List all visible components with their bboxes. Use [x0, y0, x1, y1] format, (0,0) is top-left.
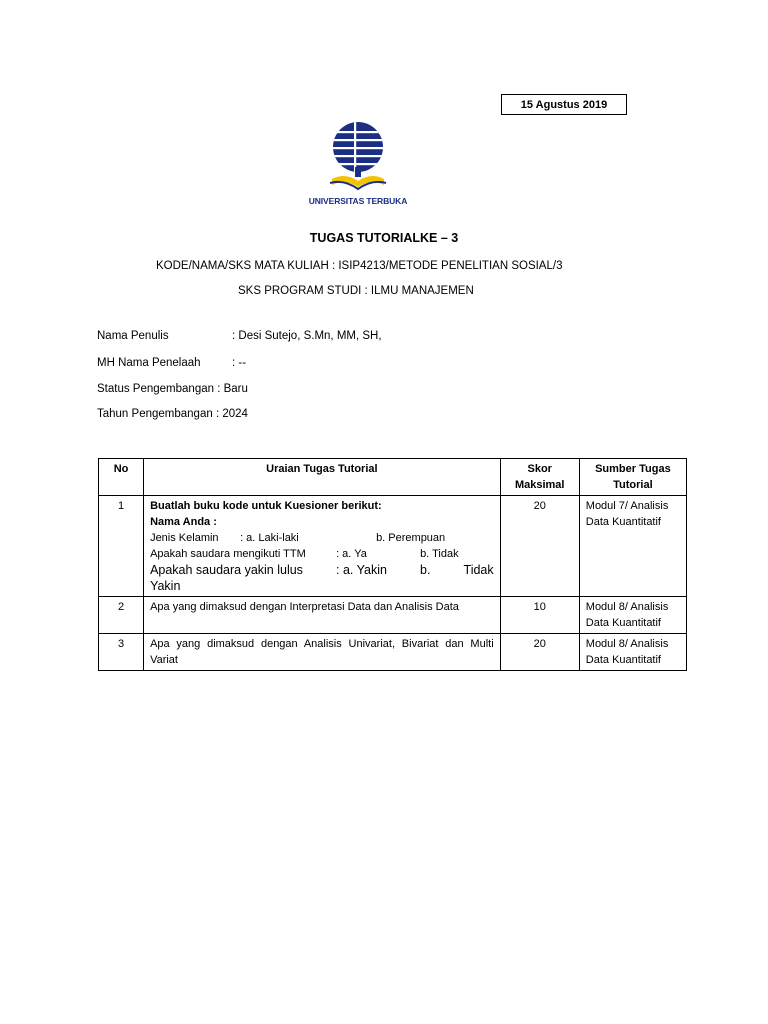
status-value: : Baru: [217, 383, 248, 395]
q1-label: Jenis Kelamin: [150, 532, 219, 544]
row2-no: 2: [99, 597, 144, 634]
page-title: TUGAS TUTORIALKE – 3: [309, 231, 459, 245]
header-no: No: [99, 459, 144, 496]
row1-line2: Nama Anda :: [150, 516, 217, 528]
row1-skor: 20: [500, 496, 579, 597]
reviewer-row: [97, 357, 246, 369]
q3-label: Apakah saudara yakin lulus: [150, 563, 303, 577]
date-text: 15 Agustus 2019: [520, 98, 608, 111]
row2-skor: 10: [500, 597, 579, 634]
row1-uraian: [144, 496, 501, 597]
reviewer-label: MH Nama Penelaah: [97, 357, 201, 369]
row1-line1: Buatlah buku kode untuk Kuesioner berikut:: [150, 500, 382, 512]
program-line: SKS PROGRAM STUDI : ILMU MANAJEMEN: [238, 285, 474, 297]
reviewer-value: : --: [232, 357, 247, 369]
table-row: [99, 634, 687, 671]
q3-option-a: : a. Yakin: [336, 563, 387, 577]
author-label: Nama Penulis: [97, 330, 169, 342]
q3-option-b: b.: [420, 563, 431, 577]
q2-option-a: : a. Ya: [336, 548, 367, 560]
tutorial-table: [98, 458, 687, 671]
header-sumber: [579, 459, 686, 496]
header-sumber-line1: Sumber Tugas: [595, 463, 671, 475]
q1-option-b: b. Perempuan: [376, 532, 446, 544]
header-skor-line2: Maksimal: [514, 479, 565, 491]
row2-sumber: Modul 8/ Analisis Data Kuantitatif: [579, 597, 686, 634]
row1-q1: [150, 530, 494, 546]
q3-option-d: Yakin: [150, 579, 181, 593]
table-row: [99, 597, 687, 634]
header-sumber-line2: Tutorial: [613, 479, 653, 491]
author-row: [97, 330, 382, 342]
status-row: [97, 383, 248, 395]
header-uraian: Uraian Tugas Tutorial: [144, 459, 501, 496]
row3-sumber: Modul 8/ Analisis Data Kuantitatif: [579, 634, 686, 671]
q1-option-a: : a. Laki-laki: [240, 532, 299, 544]
table-header-row: [99, 459, 687, 496]
q3-option-c: Tidak: [463, 563, 494, 577]
year-value: : 2024: [215, 408, 248, 420]
author-value: : Desi Sutejo, S.Mn, MM, SH,: [232, 330, 382, 342]
row3-skor: 20: [500, 634, 579, 671]
year-label: Tahun Pengembangan: [97, 408, 213, 420]
status-label: Status Pengembangan: [97, 383, 215, 395]
header-skor: [500, 459, 579, 496]
table-row: [99, 496, 687, 597]
header-skor-line1: Skor: [527, 463, 552, 475]
q2-label: Apakah saudara mengikuti TTM: [150, 548, 306, 560]
row1-no: 1: [99, 496, 144, 597]
row1-q3: [150, 562, 494, 578]
row3-uraian: Apa yang dimaksud dengan Analisis Univariat, Bivariat dan Multi Variat: [144, 634, 501, 671]
course-line: KODE/NAMA/SKS MATA KULIAH : ISIP4213/METODE PENELITIAN SOSIAL/3: [156, 260, 563, 272]
date-box: [501, 94, 627, 115]
row3-no: 3: [99, 634, 144, 671]
row2-uraian: Apa yang dimaksud dengan Interpretasi Data dan Analisis Data: [144, 597, 501, 634]
row1-q2: [150, 546, 494, 562]
logo-text: UNIVERSITAS TERBUKA: [308, 196, 408, 206]
year-row: [97, 408, 248, 420]
row1-sumber: Modul 7/ Analisis Data Kuantitatif: [579, 496, 686, 597]
q2-option-b: b. Tidak: [420, 548, 459, 560]
